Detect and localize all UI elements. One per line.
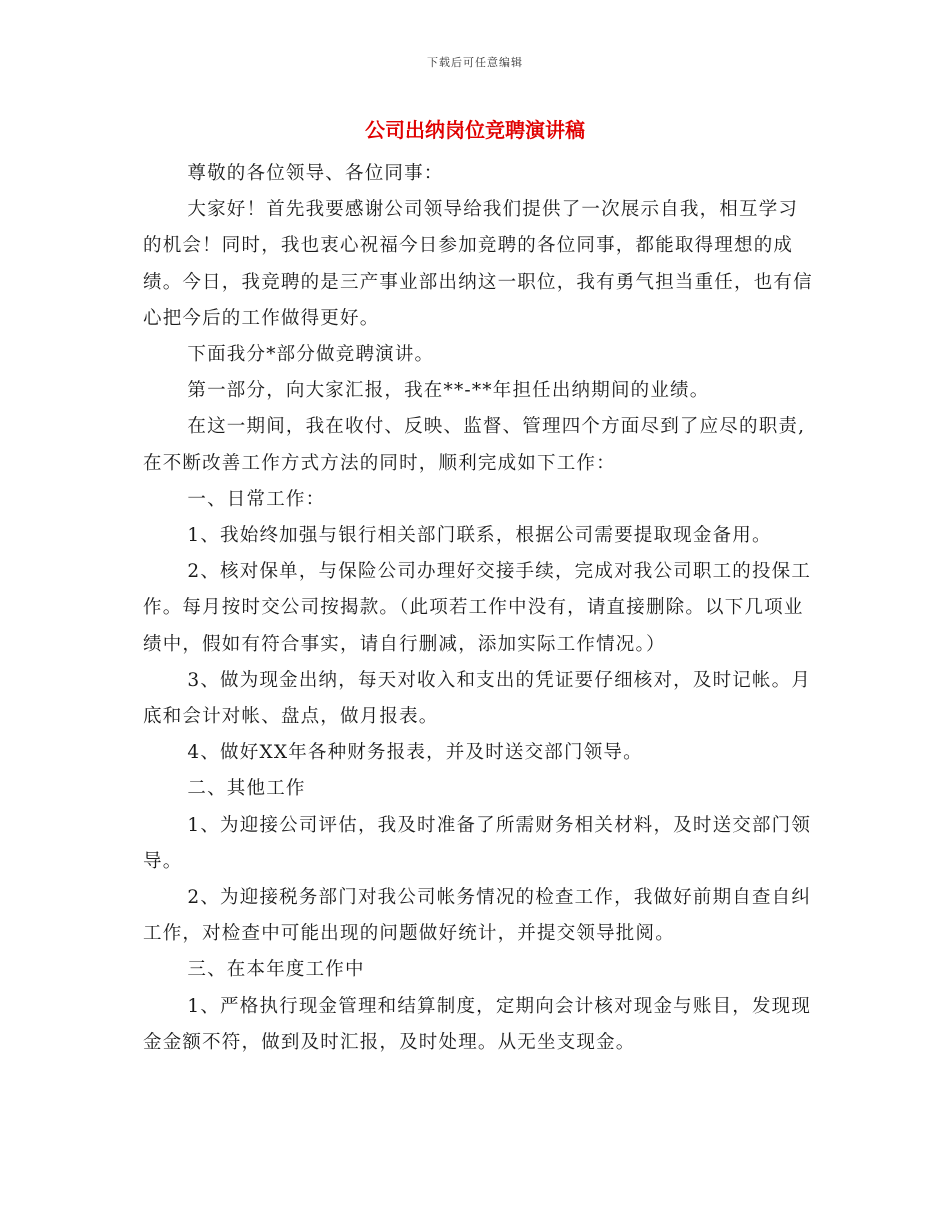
paragraph-period-summary: 在这一期间，我在收付、反映、监督、管理四个方面尽到了应尽的职责,在不断改善工作方式方法的同时，顺利完成如下工作： xyxy=(143,416,806,474)
list-item: 2、为迎接税务部门对我公司帐务情况的检查工作，我做好前期自查自纠工作，对检查中可能出现的问题做好统计，并提交领导批阅。 xyxy=(143,887,812,945)
list-item: 1、我始终加强与银行相关部门联系，根据公司需要提取现金备用。 xyxy=(187,525,772,547)
section-heading-this-year: 三、在本年度工作中 xyxy=(187,959,365,981)
list-item: 3、做为现金出纳，每天对收入和支出的凭证要仔细核对，及时记帐。月底和会计对帐、盘点，做月报表。 xyxy=(143,669,812,728)
list-item: 1、为迎接公司评估，我及时准备了所需财务相关材料，及时送交部门领导。 xyxy=(143,814,812,872)
paragraph-intro: 大家好！首先我要感谢公司领导给我们提供了一次展示自我，相互学习的机会！同时，我也衷心祝福今日参加竞聘的各位同事，都能取得理想的成绩。今日，我竞聘的是三产事业部出纳这一职位，我有勇气担当重任，也有信心把今后的工作做得更好。 xyxy=(143,199,813,329)
paragraph-outline: 下面我分*部分做竞聘演讲。 xyxy=(187,344,435,366)
paragraph-part-one: 第一部分，向大家汇报，我在**-**年担任出纳期间的业绩。 xyxy=(187,380,710,402)
document-title: 公司出纳岗位竞聘演讲稿 xyxy=(365,118,585,142)
section-heading-other-work: 二、其他工作 xyxy=(187,778,306,800)
list-item: 4、做好XX年各种财务报表，并及时送交部门领导。 xyxy=(187,742,643,764)
list-item: 2、核对保单，与保险公司办理好交接手续，完成对我公司职工的投保工作。每月按时交公司按揭款。（此项若工作中没有，请直接删除。以下几项业绩中，假如有符合事实，请自行删减，添加实际工作情况。） xyxy=(143,561,812,655)
list-item: 1、严格执行现金管理和结算制度，定期向会计核对现金与账目，发现现金金额不符，做到及时汇报，及时处理。从无坐支现金。 xyxy=(143,995,812,1053)
paragraph-greeting: 尊敬的各位领导、各位同事： xyxy=(187,163,444,184)
document-body xyxy=(143,156,813,1061)
header-note: 下载后可任意编辑 xyxy=(427,56,523,69)
section-heading-daily-work: 一、日常工作： xyxy=(187,488,326,510)
